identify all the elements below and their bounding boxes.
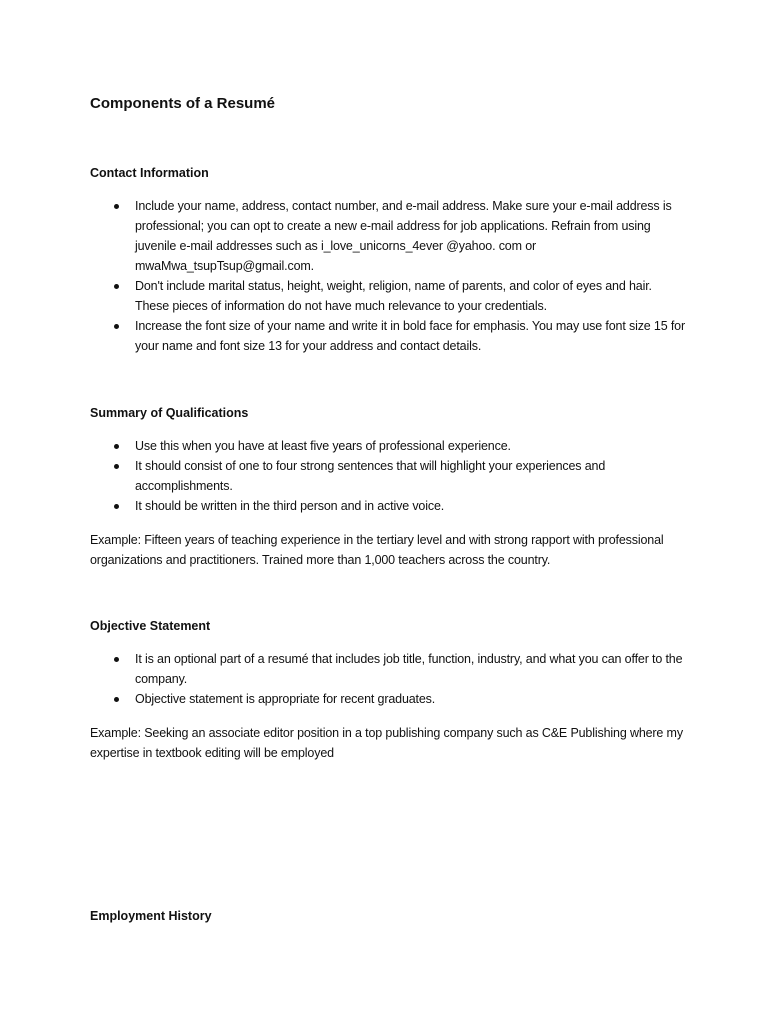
bullet-icon (114, 324, 119, 329)
bullet-icon (114, 504, 119, 509)
bullet-icon (114, 657, 119, 662)
bullet-icon (114, 284, 119, 289)
section-heading-objective-statement: Objective Statement (90, 619, 211, 633)
list-item: Objective statement is appropriate for recent graduates. (90, 689, 685, 709)
contact-information-list (90, 196, 685, 356)
list-item: Include your name, address, contact number, and e-mail address. Make sure your e-mail address is professional; you can opt to create a new e-mail address for job applications. Refrain from using juvenile e-mail addresses such as i_love_unicorns_4ever @yahoo. com or mwaMwa_tsupTsup@gmail.com. (90, 196, 685, 276)
objective-example-paragraph: Example: Seeking an associate editor position in a top publishing company such as C&E Publishing where my expertise in textbook editing will be employed (90, 726, 683, 760)
section-heading-contact-information: Contact Information (90, 166, 209, 180)
summary-of-qualifications-list (90, 436, 685, 516)
list-item: Don't include marital status, height, weight, religion, name of parents, and color of eyes and hair. These pieces of information do not have much relevance to your credentials. (90, 276, 685, 316)
bullet-icon (114, 444, 119, 449)
list-item: It should be written in the third person and in active voice. (90, 496, 685, 516)
list-item: It is an optional part of a resumé that includes job title, function, industry, and what you can offer to the company. (90, 649, 685, 689)
objective-statement-list (90, 649, 685, 709)
bullet-icon (114, 464, 119, 469)
bullet-icon (114, 697, 119, 702)
list-item: Increase the font size of your name and write it in bold face for emphasis. You may use font size 15 for your name and font size 13 for your address and contact details. (90, 316, 685, 356)
section-heading-employment-history: Employment History (90, 909, 212, 923)
list-item: It should consist of one to four strong sentences that will highlight your experiences and accomplishments. (90, 456, 685, 496)
list-item: Use this when you have at least five years of professional experience. (90, 436, 685, 456)
summary-example-paragraph: Example: Fifteen years of teaching experience in the tertiary level and with strong rapport with professional organizations and practitioners. Trained more than 1,000 teachers across the country. (90, 533, 664, 567)
document-title: Components of a Resumé (90, 95, 276, 112)
bullet-icon (114, 204, 119, 209)
section-heading-summary-of-qualifications: Summary of Qualifications (90, 406, 249, 420)
